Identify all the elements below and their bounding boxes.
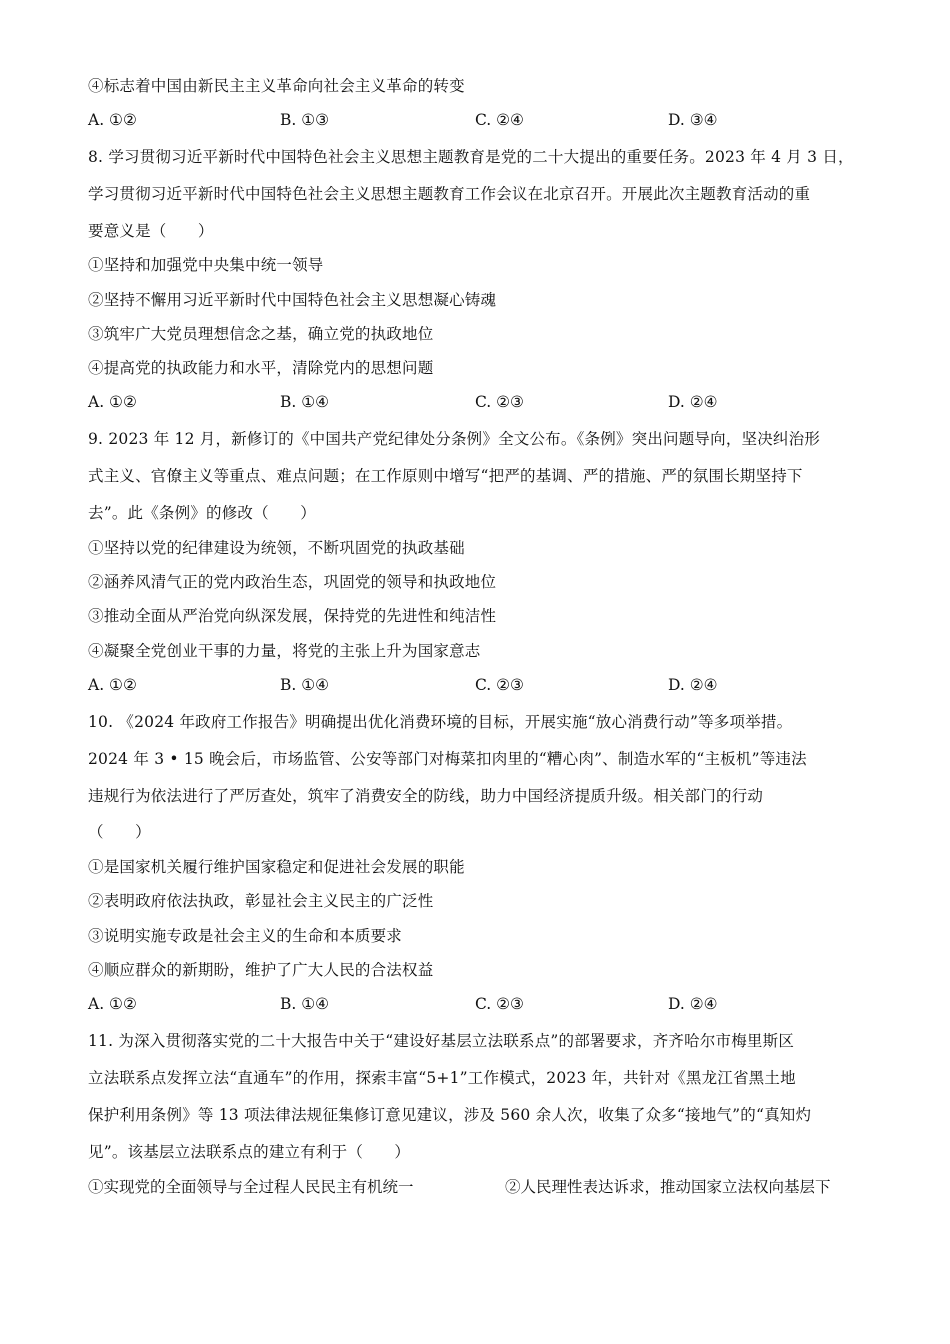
- q10-answer-choices: [88, 993, 878, 1015]
- q11-stem-line-4: 见”。该基层立法联系点的建立有利于（ ）: [88, 1143, 411, 1161]
- q10-option-1: ①是国家机关履行维护国家稳定和促进社会发展的职能: [88, 858, 465, 876]
- q7-choice-d: D. ③④: [668, 111, 718, 129]
- q8-option-4: ④提高党的执政能力和水平，清除党内的思想问题: [88, 359, 434, 377]
- q8-answer-choices: [88, 391, 878, 413]
- q8-stem-line-1: 8. 学习贯彻习近平新时代中国特色社会主义思想主题教育是党的二十大提出的重要任务。2023 年 4 月 3 日，: [88, 148, 854, 166]
- q8-choice-a: A. ①②: [88, 393, 137, 411]
- q9-option-3: ③推动全面从严治党向纵深发展，保持党的先进性和纯洁性: [88, 607, 497, 625]
- q10-stem-line-4: （ ）: [88, 823, 151, 841]
- q8-stem-line-2: 学习贯彻习近平新时代中国特色社会主义思想主题教育工作会议在北京召开。开展此次主题教育活动的重: [88, 185, 811, 203]
- q10-choice-b: B. ①④: [280, 995, 330, 1013]
- q9-choice-c: C. ②③: [475, 676, 524, 694]
- q11-stem-line-3: 保护利用条例》等 13 项法律法规征集修订意见建议，涉及 560 余人次，收集了众多“接地气”的“真知灼: [88, 1106, 812, 1124]
- q9-choice-b: B. ①④: [280, 676, 330, 694]
- q9-answer-choices: [88, 674, 878, 696]
- q10-stem-line-2: 2024 年 3 • 15 晚会后，市场监管、公安等部门对梅菜扣肉里的“糟心肉”、制造水军的“主板机”等违法: [88, 750, 807, 768]
- q8-stem-line-3: 要意义是（ ）: [88, 222, 214, 240]
- q9-option-4: ④凝聚全党创业干事的力量，将党的主张上升为国家意志: [88, 642, 481, 660]
- q8-option-1: ①坚持和加强党中央集中统一领导: [88, 256, 324, 274]
- q10-option-3: ③说明实施专政是社会主义的生命和本质要求: [88, 927, 403, 945]
- q11-option-1: ①实现党的全面领导与全过程人民民主有机统一: [88, 1178, 414, 1196]
- q9-option-1: ①坚持以党的纪律建设为统领，不断巩固党的执政基础: [88, 539, 465, 557]
- q7-option-4: ④标志着中国由新民主主义革命向社会主义革命的转变: [88, 77, 465, 95]
- q10-choice-a: A. ①②: [88, 995, 137, 1013]
- q9-choice-d: D. ②④: [668, 676, 718, 694]
- q11-stem-line-2: 立法联系点发挥立法“直通车”的作用，探索丰富“5+1”工作模式，2023 年，共针对《黑龙江省黑土地: [88, 1069, 796, 1087]
- q11-stem-line-1: 11. 为深入贯彻落实党的二十大报告中关于“建设好基层立法联系点”的部署要求，齐齐哈尔市梅里斯区: [88, 1032, 795, 1050]
- q7-answer-choices: [88, 109, 878, 131]
- q9-option-2: ②涵养风清气正的党内政治生态，巩固党的领导和执政地位: [88, 573, 497, 591]
- q10-option-4: ④顺应群众的新期盼，维护了广大人民的合法权益: [88, 961, 434, 979]
- q10-option-2: ②表明政府依法执政，彰显社会主义民主的广泛性: [88, 892, 434, 910]
- q11-option-2: ②人民理性表达诉求，推动国家立法权向基层下: [505, 1178, 831, 1196]
- q8-option-2: ②坚持不懈用习近平新时代中国特色社会主义思想凝心铸魂: [88, 291, 497, 309]
- q7-choice-c: C. ②④: [475, 111, 524, 129]
- q10-choice-d: D. ②④: [668, 995, 718, 1013]
- q9-stem-line-3: 去”。此《条例》的修改（ ）: [88, 504, 316, 522]
- q8-choice-c: C. ②③: [475, 393, 524, 411]
- q9-stem-line-2: 式主义、官僚主义等重点、难点问题；在工作原则中增写“把严的基调、严的措施、严的氛围长期坚持下: [88, 467, 803, 485]
- q9-choice-a: A. ①②: [88, 676, 137, 694]
- q7-choice-a: A. ①②: [88, 111, 137, 129]
- q10-stem-line-1: 10. 《2024 年政府工作报告》明确提出优化消费环境的目标，开展实施“放心消费行动”等多项举措。: [88, 713, 793, 731]
- q10-stem-line-3: 违规行为依法进行了严厉查处，筑牢了消费安全的防线，助力中国经济提质升级。相关部门的行动: [88, 787, 764, 805]
- q8-choice-b: B. ①④: [280, 393, 330, 411]
- q8-option-3: ③筑牢广大党员理想信念之基，确立党的执政地位: [88, 325, 434, 343]
- q8-choice-d: D. ②④: [668, 393, 718, 411]
- q9-stem-line-1: 9. 2023 年 12 月，新修订的《中国共产党纪律处分条例》全文公布。《条例》突出问题导向，坚决纠治形: [88, 430, 821, 448]
- q10-choice-c: C. ②③: [475, 995, 524, 1013]
- q7-choice-b: B. ①③: [280, 111, 330, 129]
